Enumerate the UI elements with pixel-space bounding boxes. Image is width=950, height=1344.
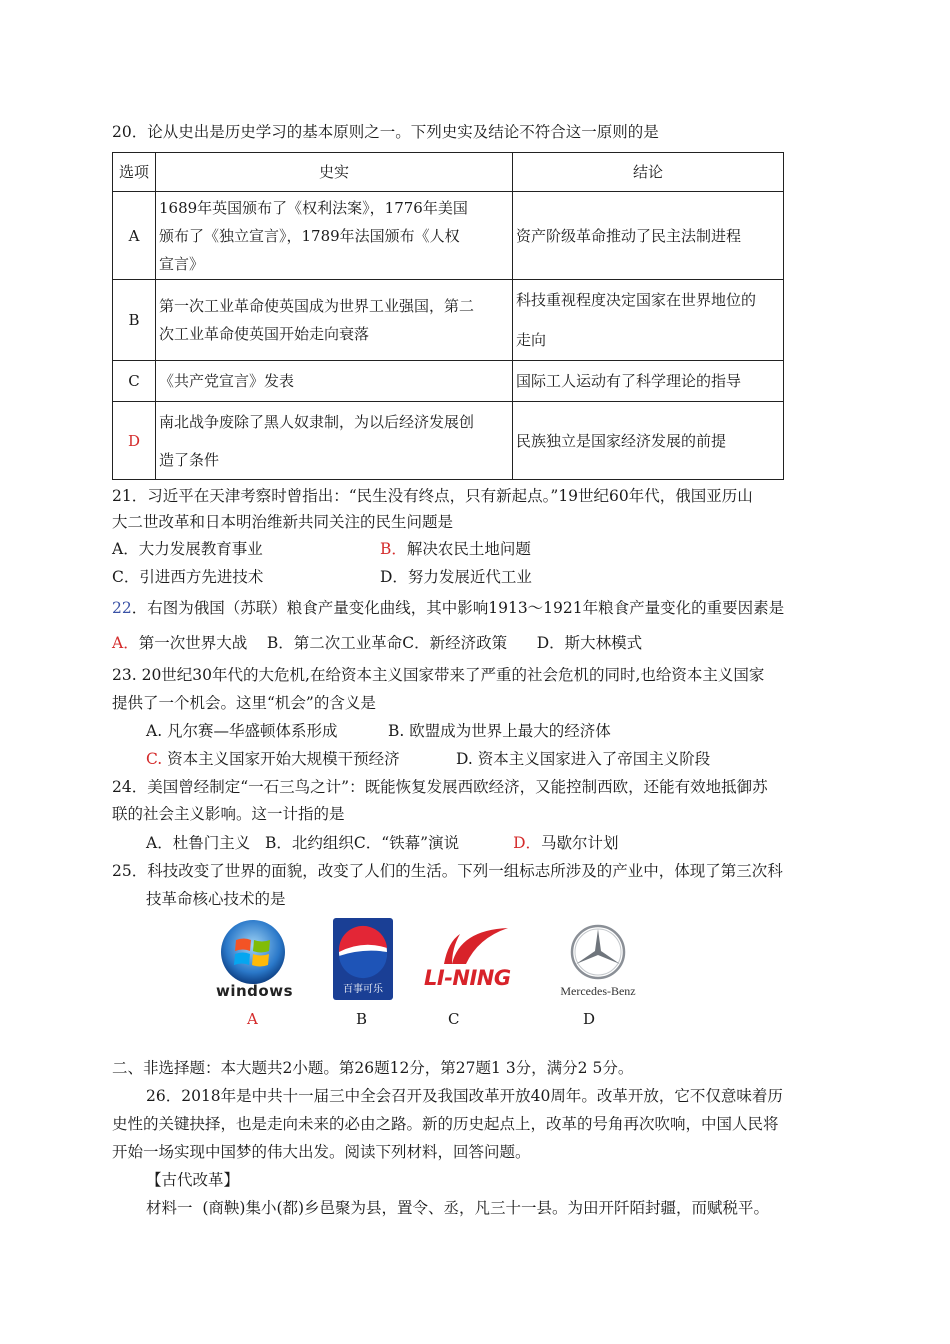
stem-text: ．右图为俄国（苏联）粮食产量变化曲线，其中影响1913～1921年粮食产量变化的重要因素是 xyxy=(131,599,785,617)
answer-letter: C. xyxy=(146,750,163,768)
q21-stem: 21．习近平在天津考察时曾指出：“民生没有终点，只有新起点。”19世纪60年代，俄国亚历山 xyxy=(112,487,753,505)
answer-letter: A． xyxy=(112,634,139,652)
q23-stem: 23. 20世纪30年代的大危机,在给资本主义国家带来了严重的社会危机的同时,也给资本主义国家 xyxy=(112,666,765,684)
fact-line: 次工业革命使英国开始走向衰落 xyxy=(159,325,370,343)
q23-option-a: A. 凡尔赛—华盛顿体系形成 xyxy=(146,722,338,740)
table-row xyxy=(113,402,784,480)
row-fact xyxy=(156,280,513,361)
section-heading: 二、非选择题：本大题共2小题。第26题12分，第27题1 3分，满分2 5分。 xyxy=(112,1059,634,1077)
q24-options xyxy=(146,833,619,853)
option-text: 马歇尔计划 xyxy=(541,834,619,852)
row-conclusion xyxy=(513,361,784,402)
header-fact: 史实 xyxy=(156,153,513,192)
logo-text: windows xyxy=(216,982,294,1000)
row-option: C xyxy=(113,361,156,402)
table-row xyxy=(113,361,784,402)
table-header-row xyxy=(113,153,784,192)
q23-option-b: B. 欧盟成为世界上最大的经济体 xyxy=(388,722,611,740)
conclusion-line: 资产阶级革命推动了民主法制进程 xyxy=(516,226,742,245)
fact-line: 《共产党宣言》发表 xyxy=(159,372,295,390)
row-fact xyxy=(156,361,513,402)
q24-stem: 24．美国曾经制定“一石三鸟之计”：既能恢复发展西欧经济，又能控制西欧，还能有效地抵御苏 xyxy=(112,778,768,796)
logo-letter-a: A xyxy=(247,1010,258,1028)
q21-option-a: A．大力发展教育事业 xyxy=(112,540,263,558)
q23-option-d: D. 资本主义国家进入了帝国主义阶段 xyxy=(456,750,711,768)
fact-line: 第一次工业革命使英国成为世界工业强国，第二 xyxy=(159,297,475,315)
header-option: 选项 xyxy=(113,153,156,192)
option-text: 解决农民土地问题 xyxy=(406,540,531,558)
q26-paragraph: 史性的关键抉择，也是走向未来的必由之路。新的历史起点上，改革的号角再次吹响，中国人民将 xyxy=(112,1115,779,1133)
row-fact xyxy=(156,192,513,280)
q21-option-b xyxy=(380,539,531,559)
mercedes-logo xyxy=(552,922,644,1004)
fact-line: 颁布了《独立宣言》，1789年法国颁布《人权 xyxy=(159,226,460,245)
lining-logo xyxy=(422,924,516,998)
table-row xyxy=(113,192,784,280)
q22-stem xyxy=(112,598,784,618)
option-text: A．杜鲁门主义 B．北约组织C．“铁幕”演说 xyxy=(146,834,460,852)
q23-stem: 提供了一个机会。这里“机会”的含义是 xyxy=(112,694,376,712)
logo-letter-d: D xyxy=(583,1010,596,1028)
row-option: B xyxy=(113,280,156,361)
row-option: A xyxy=(113,192,156,280)
logo-text: LI-NING xyxy=(424,966,511,990)
fact-line: 南北战争废除了黑人奴隶制，为以后经济发展创 xyxy=(159,412,475,431)
answer-letter: D． xyxy=(513,834,542,852)
q21-stem: 大二世改革和日本明治维新共同关注的民生问题是 xyxy=(112,513,454,531)
fact-line: 宣言》 xyxy=(159,254,205,273)
q22-options xyxy=(112,633,642,653)
q20-stem: 20．论从史出是历史学习的基本原则之一。下列史实及结论不符合这一原则的是 xyxy=(112,123,659,141)
q26-paragraph: 开始一场实现中国梦的伟大出发。阅读下列材料，回答问题。 xyxy=(112,1143,531,1161)
conclusion-line: 民族独立是国家经济发展的前提 xyxy=(516,431,727,450)
table-row xyxy=(113,280,784,361)
conclusion-line: 走向 xyxy=(516,331,547,349)
row-conclusion xyxy=(513,192,784,280)
windows-logo xyxy=(214,918,292,1002)
q20-table xyxy=(112,152,784,480)
logo-text: Mercedes-Benz xyxy=(560,984,636,998)
q25-stem: 25．科技改变了世界的面貌，改变了人们的生活。下列一组标志所涉及的产业中，体现了第三次科 xyxy=(112,862,783,880)
fact-line: 1689年英国颁布了《权利法案》，1776年美国 xyxy=(159,198,468,217)
row-conclusion xyxy=(513,280,784,361)
q25-stem: 技革命核心技术的是 xyxy=(146,890,286,908)
conclusion-line: 科技重视程度决定国家在世界地位的 xyxy=(516,291,757,309)
row-conclusion xyxy=(513,402,784,480)
q23-option-c xyxy=(146,749,400,769)
logo-letter-c: C xyxy=(448,1010,460,1028)
pepsi-logo xyxy=(333,918,393,1000)
header-conclusion: 结论 xyxy=(513,153,784,192)
option-text: 资本主义国家开始大规模干预经济 xyxy=(167,750,400,768)
logo-letter-b: B xyxy=(356,1010,368,1028)
fact-line: 造了条件 xyxy=(159,450,220,469)
answer-letter: B． xyxy=(380,540,407,558)
logo-text: 百事可乐 xyxy=(343,984,383,995)
row-fact xyxy=(156,402,513,480)
conclusion-line: 国际工人运动有了科学理论的指导 xyxy=(516,372,742,390)
q26-subheading: 【古代改革】 xyxy=(146,1171,240,1189)
q26-material: 材料一 (商鞅)集小(都)乡邑聚为县，置令、丞，凡三十一县。为田开阡陌封疆，而赋税平。 xyxy=(146,1199,770,1217)
row-option-answer: D xyxy=(113,402,156,480)
q24-stem: 联的社会主义影响。这一计指的是 xyxy=(112,805,345,823)
q22-number: 22 xyxy=(112,599,132,617)
q21-option-c: C．引进西方先进技术 xyxy=(112,568,264,586)
q21-option-d: D．努力发展近代工业 xyxy=(380,568,532,586)
q26-paragraph: 26．2018年是中共十一届三中全会召开及我国改革开放40周年。改革开放，它不仅意味着历 xyxy=(146,1087,783,1105)
option-text: 第一次世界大战 B．第二次工业革命C．新经济政策 D．斯大林模式 xyxy=(138,634,643,652)
